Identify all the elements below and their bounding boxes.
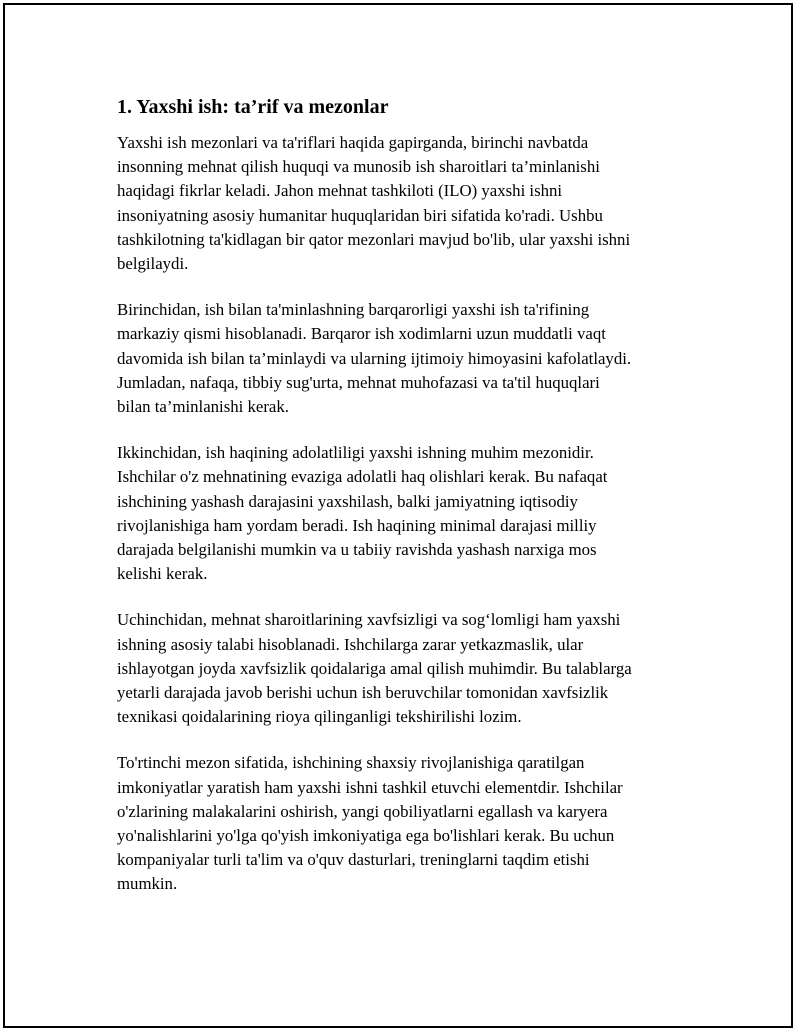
paragraph-2: [117, 298, 692, 419]
text-line: To'rtinchi mezon sifatida, ishchining shaxsiy rivojlanishiga qaratilgan: [117, 753, 585, 773]
text-line: darajada belgilanishi mumkin va u tabiiy ravishda yashash narxiga mos: [117, 540, 597, 560]
text-line: texnikasi qoidalarining rioya qilinganligi tekshirilishi lozim.: [117, 707, 522, 727]
text-line: belgilaydi.: [117, 254, 189, 274]
text-line: ishning asosiy talabi hisoblanadi. Ishchilarga zarar yetkazmaslik, ular: [117, 634, 584, 654]
text-line: insoniyatning asosiy humanitar huquqlaridan biri sifatida ko'radi. Ushbu: [117, 205, 603, 225]
text-line: ishchining yashash darajasini yaxshilash, balki jamiyatning iqtisodiy: [117, 491, 578, 511]
text-line: Ishchilar o'z mehnatining evaziga adolatli haq olishlari kerak. Bu nafaqat: [117, 467, 608, 487]
text-line: Uchinchidan, mehnat sharoitlarining xavfsizligi va sog‘lomligi ham yaxshi: [117, 610, 621, 630]
text-line: mumkin.: [117, 874, 178, 894]
text-line: davomida ish bilan ta’minlaydi va ularning ijtimoiy himoyasini kafolatlaydi.: [117, 348, 632, 368]
text-line: insonning mehnat qilish huquqi va munosib ish sharoitlari ta’minlanishi: [117, 157, 600, 177]
text-line: rivojlanishiga ham yordam beradi. Ish haqining minimal darajasi milliy: [117, 515, 597, 535]
text-line: yetarli darajada javob berishi uchun ish beruvchilar tomonidan xavfsizlik: [117, 683, 609, 703]
text-line: kelishi kerak.: [117, 564, 208, 584]
text-line: imkoniyatlar yaratish ham yaxshi ishni tashkil etuvchi elementdir. Ishchilar: [117, 777, 623, 797]
text-line: Ikkinchidan, ish haqining adolatliligi yaxshi ishning muhim mezonidir.: [117, 443, 594, 463]
paragraph-4: [117, 608, 692, 729]
text-line: o'zlarining malakalarini oshirish, yangi qobiliyatlarni egallash va karyera: [117, 801, 608, 821]
text-line: yo'nalishlarini yo'lga qo'yish imkoniyatiga ega bo'lishlari kerak. Bu uchun: [117, 826, 615, 846]
text-line: tashkilotning ta'kidlagan bir qator mezonlari mavjud bo'lib, ular yaxshi ishni: [117, 229, 631, 249]
text-line: haqidagi fikrlar keladi. Jahon mehnat tashkiloti (ILO) yaxshi ishni: [117, 181, 563, 201]
text-line: ishlayotgan joyda xavfsizlik qoidalariga amal qilish muhimdir. Bu talablarga: [117, 658, 632, 678]
paragraph-5: [117, 751, 692, 896]
text-line: markaziy qismi hisoblanadi. Barqaror ish xodimlarni uzun muddatli vaqt: [117, 324, 606, 344]
section-heading: 1. Yaxshi ish: ta’rif va mezonlar: [117, 96, 389, 118]
text-line: Yaxshi ish mezonlari va ta'riflari haqida gapirganda, birinchi navbatda: [117, 133, 589, 152]
paragraph-3: [117, 441, 692, 586]
paragraph-1: [117, 131, 692, 276]
text-line: kompaniyalar turli ta'lim va o'quv dasturlari, treninglarni taqdim etishi: [117, 850, 590, 870]
text-line: Birinchidan, ish bilan ta'minlashning barqarorligi yaxshi ish ta'rifining: [117, 300, 590, 320]
text-line: bilan ta’minlanishi kerak.: [117, 397, 289, 417]
document-body: [117, 94, 692, 919]
text-line: Jumladan, nafaqa, tibbiy sug'urta, mehnat muhofazasi va ta'til huquqlari: [117, 372, 600, 392]
